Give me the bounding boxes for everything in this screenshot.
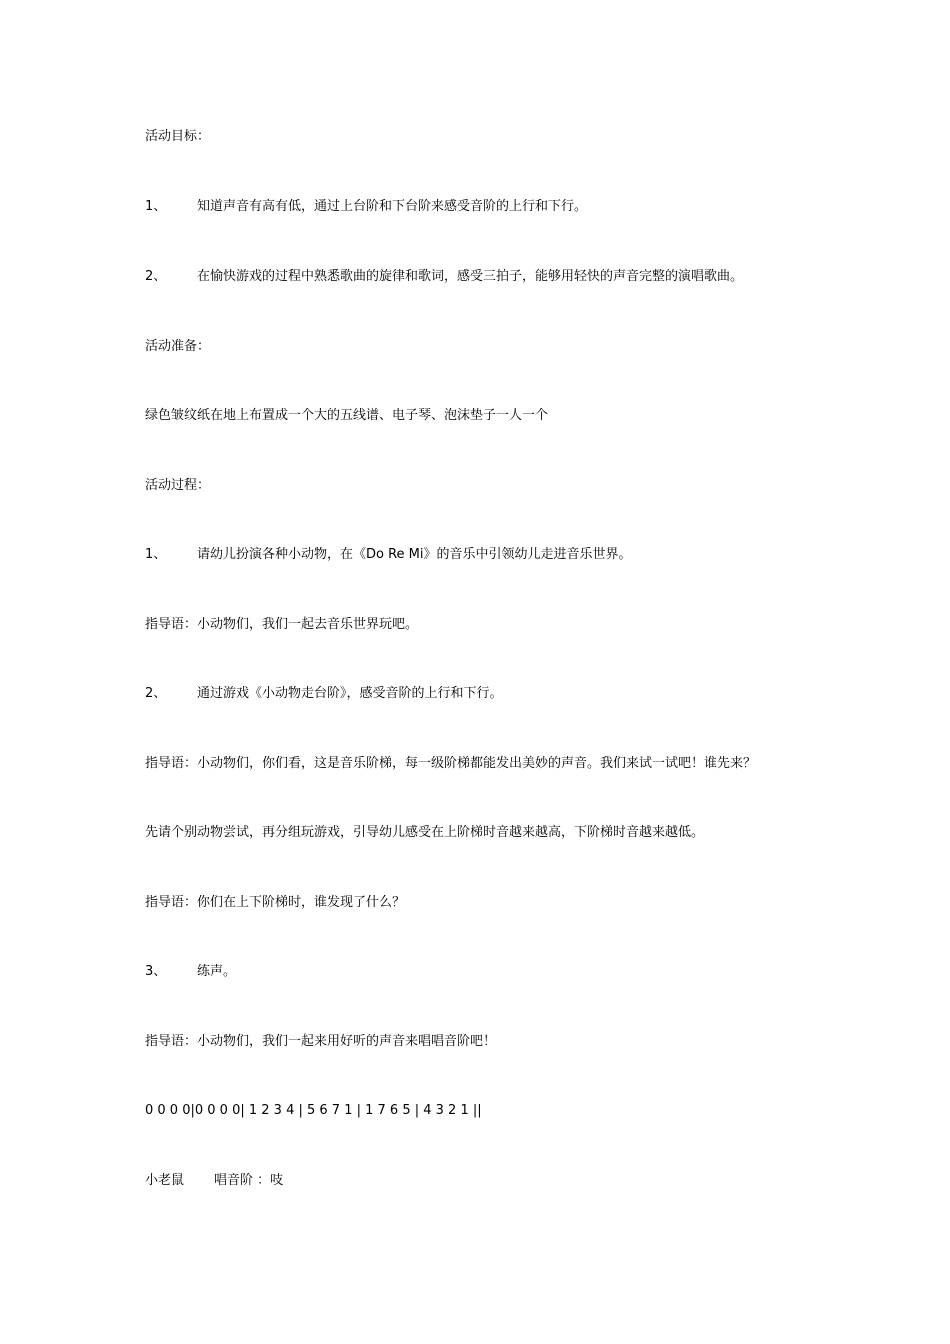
- step-3-text: 练声。: [197, 964, 237, 979]
- prep-text: 绿色皱纹纸在地上布置成一个大的五线谱、电子琴、泡沫垫子一人一个: [145, 408, 549, 423]
- mouse-action: 唱音阶 ：吱: [214, 1173, 284, 1188]
- goal-item-2: [145, 267, 743, 287]
- step-item-3: [145, 962, 236, 982]
- guide-line-2: 指导语：小动物们，你们看，这是音乐阶梯，每一级阶梯都能发出美妙的声音。我们来试一试吧！谁先来？: [145, 756, 757, 771]
- guide-line-4: 指导语：小动物们，我们一起来用好听的声音来唱唱音阶吧！: [145, 1034, 497, 1049]
- step-2-text: 通过游戏《小动物走台阶》，感受音阶的上行和下行。: [197, 686, 503, 701]
- goal-1-text: 知道声音有高有低，通过上台阶和下台阶来感受音阶的上行和下行。: [197, 199, 588, 214]
- goal-2-number: 2、: [145, 269, 167, 284]
- goals-heading: 活动目标：: [145, 129, 211, 144]
- mouse-line: [145, 1171, 283, 1191]
- goal-1-number: 1、: [145, 199, 167, 214]
- step-item-2: [145, 684, 503, 704]
- step-2-detail: 先请个别动物尝试，再分组玩游戏，引导幼儿感受在上阶梯时音越来越高，下阶梯时音越来越低。: [145, 825, 705, 840]
- guide-line-1: 指导语：小动物们，我们一起去音乐世界玩吧。: [145, 617, 419, 632]
- process-heading: 活动过程：: [145, 478, 211, 493]
- goal-2-text: 在愉快游戏的过程中熟悉歌曲的旋律和歌词，感受三拍子，能够用轻快的声音完整的演唱歌曲。: [197, 269, 744, 284]
- step-3-number: 3、: [145, 964, 167, 979]
- prep-heading: 活动准备：: [145, 339, 211, 354]
- step-item-1: [145, 545, 632, 565]
- guide-line-3: 指导语：你们在上下阶梯时，谁发现了什么？: [145, 895, 406, 910]
- music-notation: 0 0 0 0|0 0 0 0| 1 2 3 4 | 5 6 7 1 | 1 7 6 5 | 4 3 2 1 ||: [145, 1103, 482, 1118]
- step-1-number: 1、: [145, 547, 167, 562]
- step-2-number: 2、: [145, 686, 167, 701]
- step-1-text: 请幼儿扮演各种小动物，在《Do Re Mi》的音乐中引领幼儿走进音乐世界。: [197, 547, 632, 562]
- goal-item-1: [145, 197, 587, 217]
- mouse-label: 小老鼠: [145, 1173, 185, 1188]
